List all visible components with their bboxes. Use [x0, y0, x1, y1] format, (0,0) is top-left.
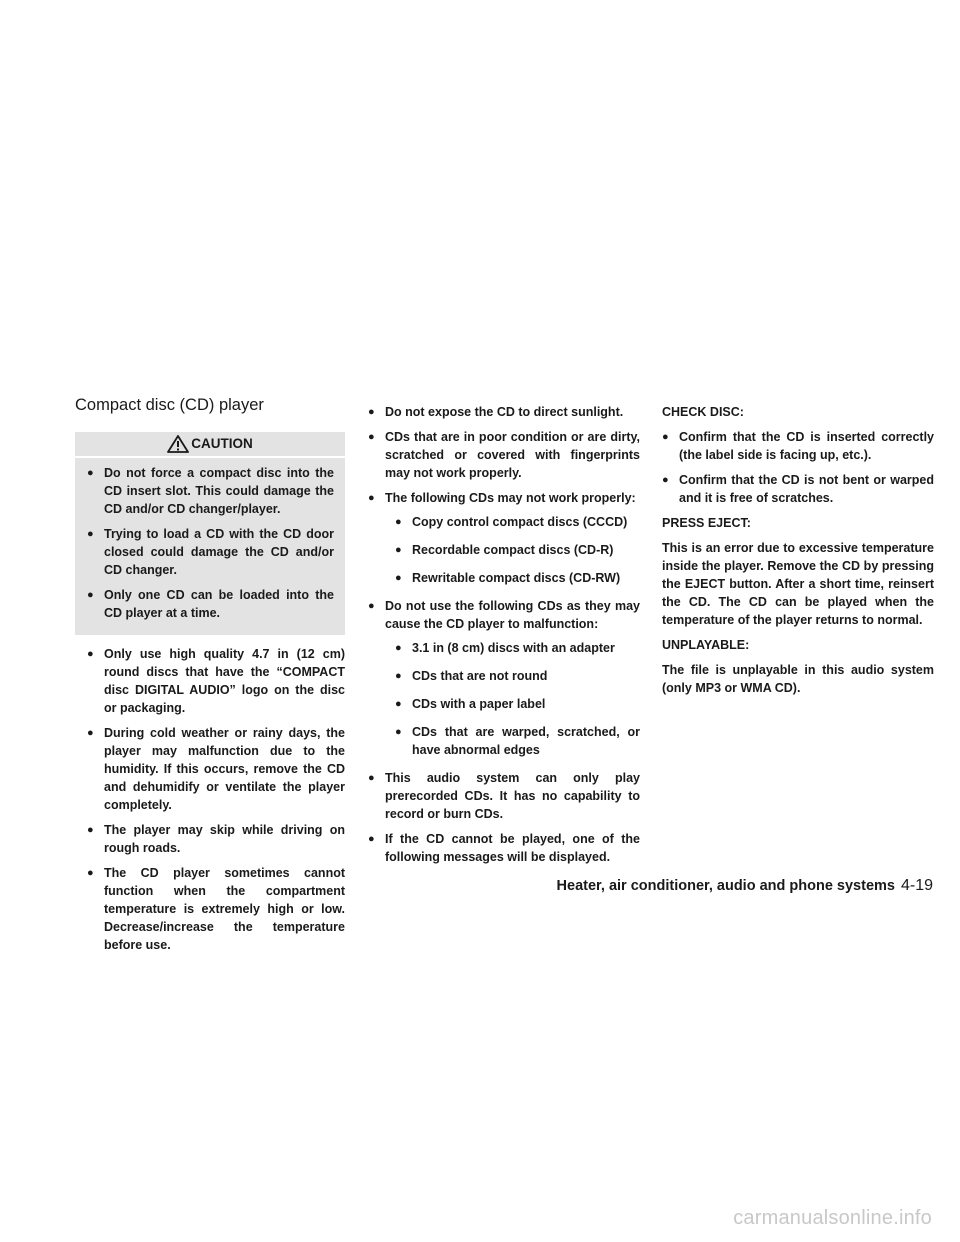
column-3: [662, 403, 934, 704]
cd-notes-list: [368, 403, 640, 866]
footer-section-title: Heater, air conditioner, audio and phone systems: [556, 878, 895, 894]
list-item: ● Only use high quality 4.7 in (12 cm) round discs that have the “COMPACT disc DIGITAL AUDIO” logo on the disc or packaging.: [87, 645, 345, 717]
list-item: ● Confirm that the CD is inserted correctly (the label side is facing up, etc.).: [662, 428, 934, 464]
caution-item: ● Only one CD can be loaded into the CD player at a time.: [87, 586, 334, 622]
list-item: ● CDs that are in poor condition or are dirty, scratched or covered with fingerprints may not work properly.: [368, 428, 640, 482]
list-item: ● Confirm that the CD is not bent or warped and it is free of scratches.: [662, 471, 934, 507]
caution-item: ● Trying to load a CD with the CD door closed could damage the CD and/or CD changer.: [87, 525, 334, 579]
list-item: ● During cold weather or rainy days, the player may malfunction due to the humidity. If this occurs, remove the CD and dehumidify or ventilate the player completely.: [87, 724, 345, 814]
sublist-item: ● Rewritable compact discs (CD-RW): [395, 569, 640, 587]
page-number: 4-19: [900, 877, 933, 894]
list-item: ● This audio system can only play prerecorded CDs. It has no capability to record or burn CDs.: [368, 769, 640, 823]
list-item-text: The following CDs may not work properly:: [385, 491, 636, 505]
list-item-text: Do not use the following CDs as they may cause the CD player to malfunction:: [385, 599, 640, 631]
section-title: Compact disc (CD) player: [75, 396, 264, 414]
caution-box: [75, 432, 345, 635]
press-eject-text: This is an error due to excessive temperature inside the player. Remove the CD by pressing the EJECT button. After a short time, reinsert the CD. The CD can be played when the temperature of the player returns to normal.: [662, 541, 934, 627]
check-disc-list: [662, 428, 934, 507]
list-item-with-sublist: [368, 597, 640, 759]
cd-type-sublist: [395, 513, 640, 587]
column-2: [368, 403, 640, 873]
unusable-cd-sublist: [395, 639, 640, 759]
caution-divider: [75, 456, 345, 458]
caution-list: [75, 464, 345, 622]
sublist-item: ● Copy control compact discs (CCCD): [395, 513, 640, 531]
sublist-item: ● CDs that are not round: [395, 667, 640, 685]
column-1: [75, 432, 345, 961]
check-disc-heading: CHECK DISC:: [662, 405, 744, 419]
list-item-with-sublist: [368, 489, 640, 587]
caution-item: ● Do not force a compact disc into the CD insert slot. This could damage the CD and/or CD changer/player.: [87, 464, 334, 518]
warning-icon: [167, 435, 189, 453]
page-footer: [557, 877, 933, 895]
press-eject-heading: PRESS EJECT:: [662, 516, 751, 530]
sublist-item: ● Recordable compact discs (CD-R): [395, 541, 640, 559]
unplayable-text: The file is unplayable in this audio system (only MP3 or WMA CD).: [662, 663, 934, 695]
unplayable-heading: UNPLAYABLE:: [662, 638, 750, 652]
caution-label: CAUTION: [191, 436, 253, 451]
sublist-item: ● CDs that are warped, scratched, or have abnormal edges: [395, 723, 640, 759]
list-item: ● The CD player sometimes cannot function when the compartment temperature is extremely high or low. Decrease/increase the temperature before use.: [87, 864, 345, 954]
list-item: ● If the CD cannot be played, one of the following messages will be displayed.: [368, 830, 640, 866]
list-item: ● The player may skip while driving on rough roads.: [87, 821, 345, 857]
sublist-item: ● CDs with a paper label: [395, 695, 640, 713]
caution-header: [75, 432, 345, 456]
watermark: carmanualsonline.info: [733, 1207, 932, 1229]
sublist-item: ● 3.1 in (8 cm) discs with an adapter: [395, 639, 640, 657]
precaution-list: [75, 645, 345, 954]
list-item: ● Do not expose the CD to direct sunlight.: [368, 403, 640, 421]
